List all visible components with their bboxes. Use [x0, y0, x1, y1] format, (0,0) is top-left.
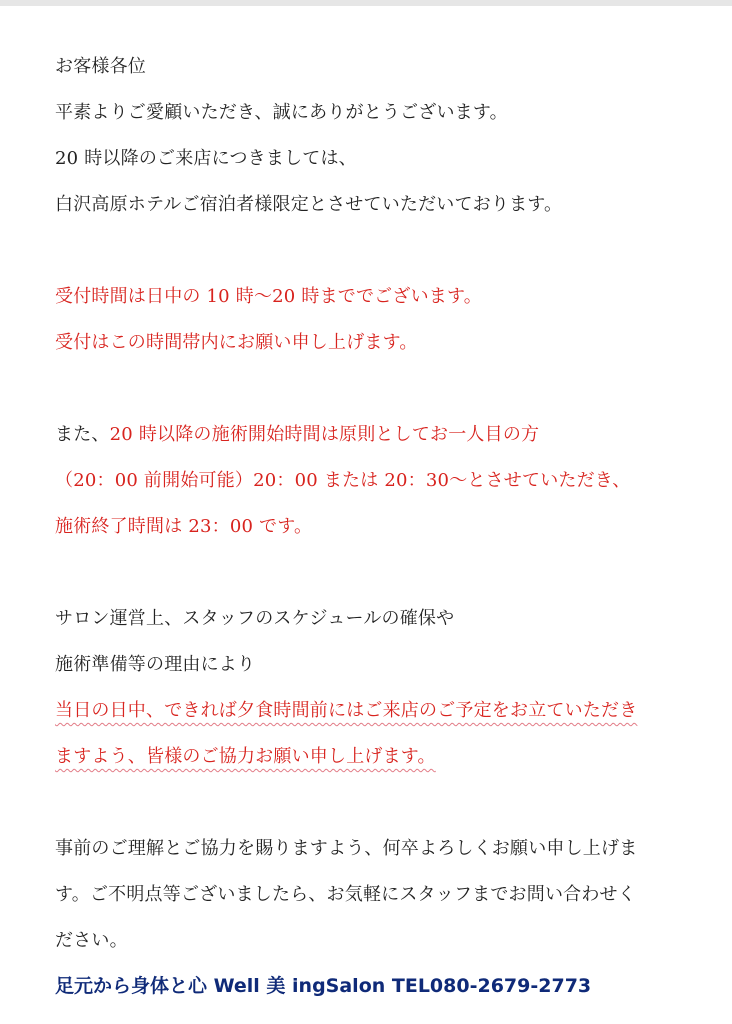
- closing-line-3: ださい。: [55, 930, 128, 951]
- treatment-line-1-lead: また、: [55, 424, 110, 445]
- intro-line-2: 20 時以降のご来店につきましては、: [55, 148, 357, 169]
- treatment-line-2: （20：00 前開始可能）20：00 または 20：30〜とさせていただき、: [55, 470, 631, 491]
- closing-line-1: 事前のご理解とご協力を賜りますよう、何卒よろしくお願い申し上げま: [55, 838, 638, 859]
- treatment-line-1: [55, 412, 695, 458]
- spacer: [55, 228, 695, 274]
- spacer: [55, 550, 695, 596]
- notice-document: [55, 44, 695, 1006]
- request-line-1: [55, 688, 695, 734]
- salon-line-1: サロン運営上、スタッフのスケジュールの確保や: [55, 608, 455, 629]
- salon-signature: 足元から身体と心 Well 美 ingSalon TEL080-2679-2773: [55, 975, 592, 997]
- request-line-2-text: ますよう、皆様のご協力お願い申し上げます。: [55, 746, 436, 767]
- spacer: [55, 780, 695, 826]
- reception-request-line: 受付はこの時間帯内にお願い申し上げます。: [55, 332, 418, 353]
- request-line-2: [55, 734, 695, 780]
- closing-line-2: す。ご不明点等ございましたら、お気軽にスタッフまでお問い合わせく: [55, 884, 636, 905]
- request-line-1-text: 当日の日中、できれば夕食時間前にはご来店のご予定をお立ていただき: [55, 700, 638, 721]
- intro-line-3: 白沢高原ホテルご宿泊者様限定とさせていただいております。: [55, 194, 563, 215]
- salon-line-2: 施術準備等の理由により: [55, 654, 256, 675]
- treatment-end-time-line: 施術終了時間は 23：00 です。: [55, 516, 313, 537]
- salutation: お客様各位: [55, 56, 146, 77]
- top-bar: [0, 0, 732, 6]
- spacer: [55, 366, 695, 412]
- reception-hours-line: 受付時間は日中の 10 時〜20 時まででございます。: [55, 286, 482, 307]
- treatment-line-1-red: 20 時以降の施術開始時間は原則としてお一人目の方: [109, 424, 540, 445]
- intro-line-1: 平素よりご愛顧いただき、誠にありがとうございます。: [55, 102, 508, 123]
